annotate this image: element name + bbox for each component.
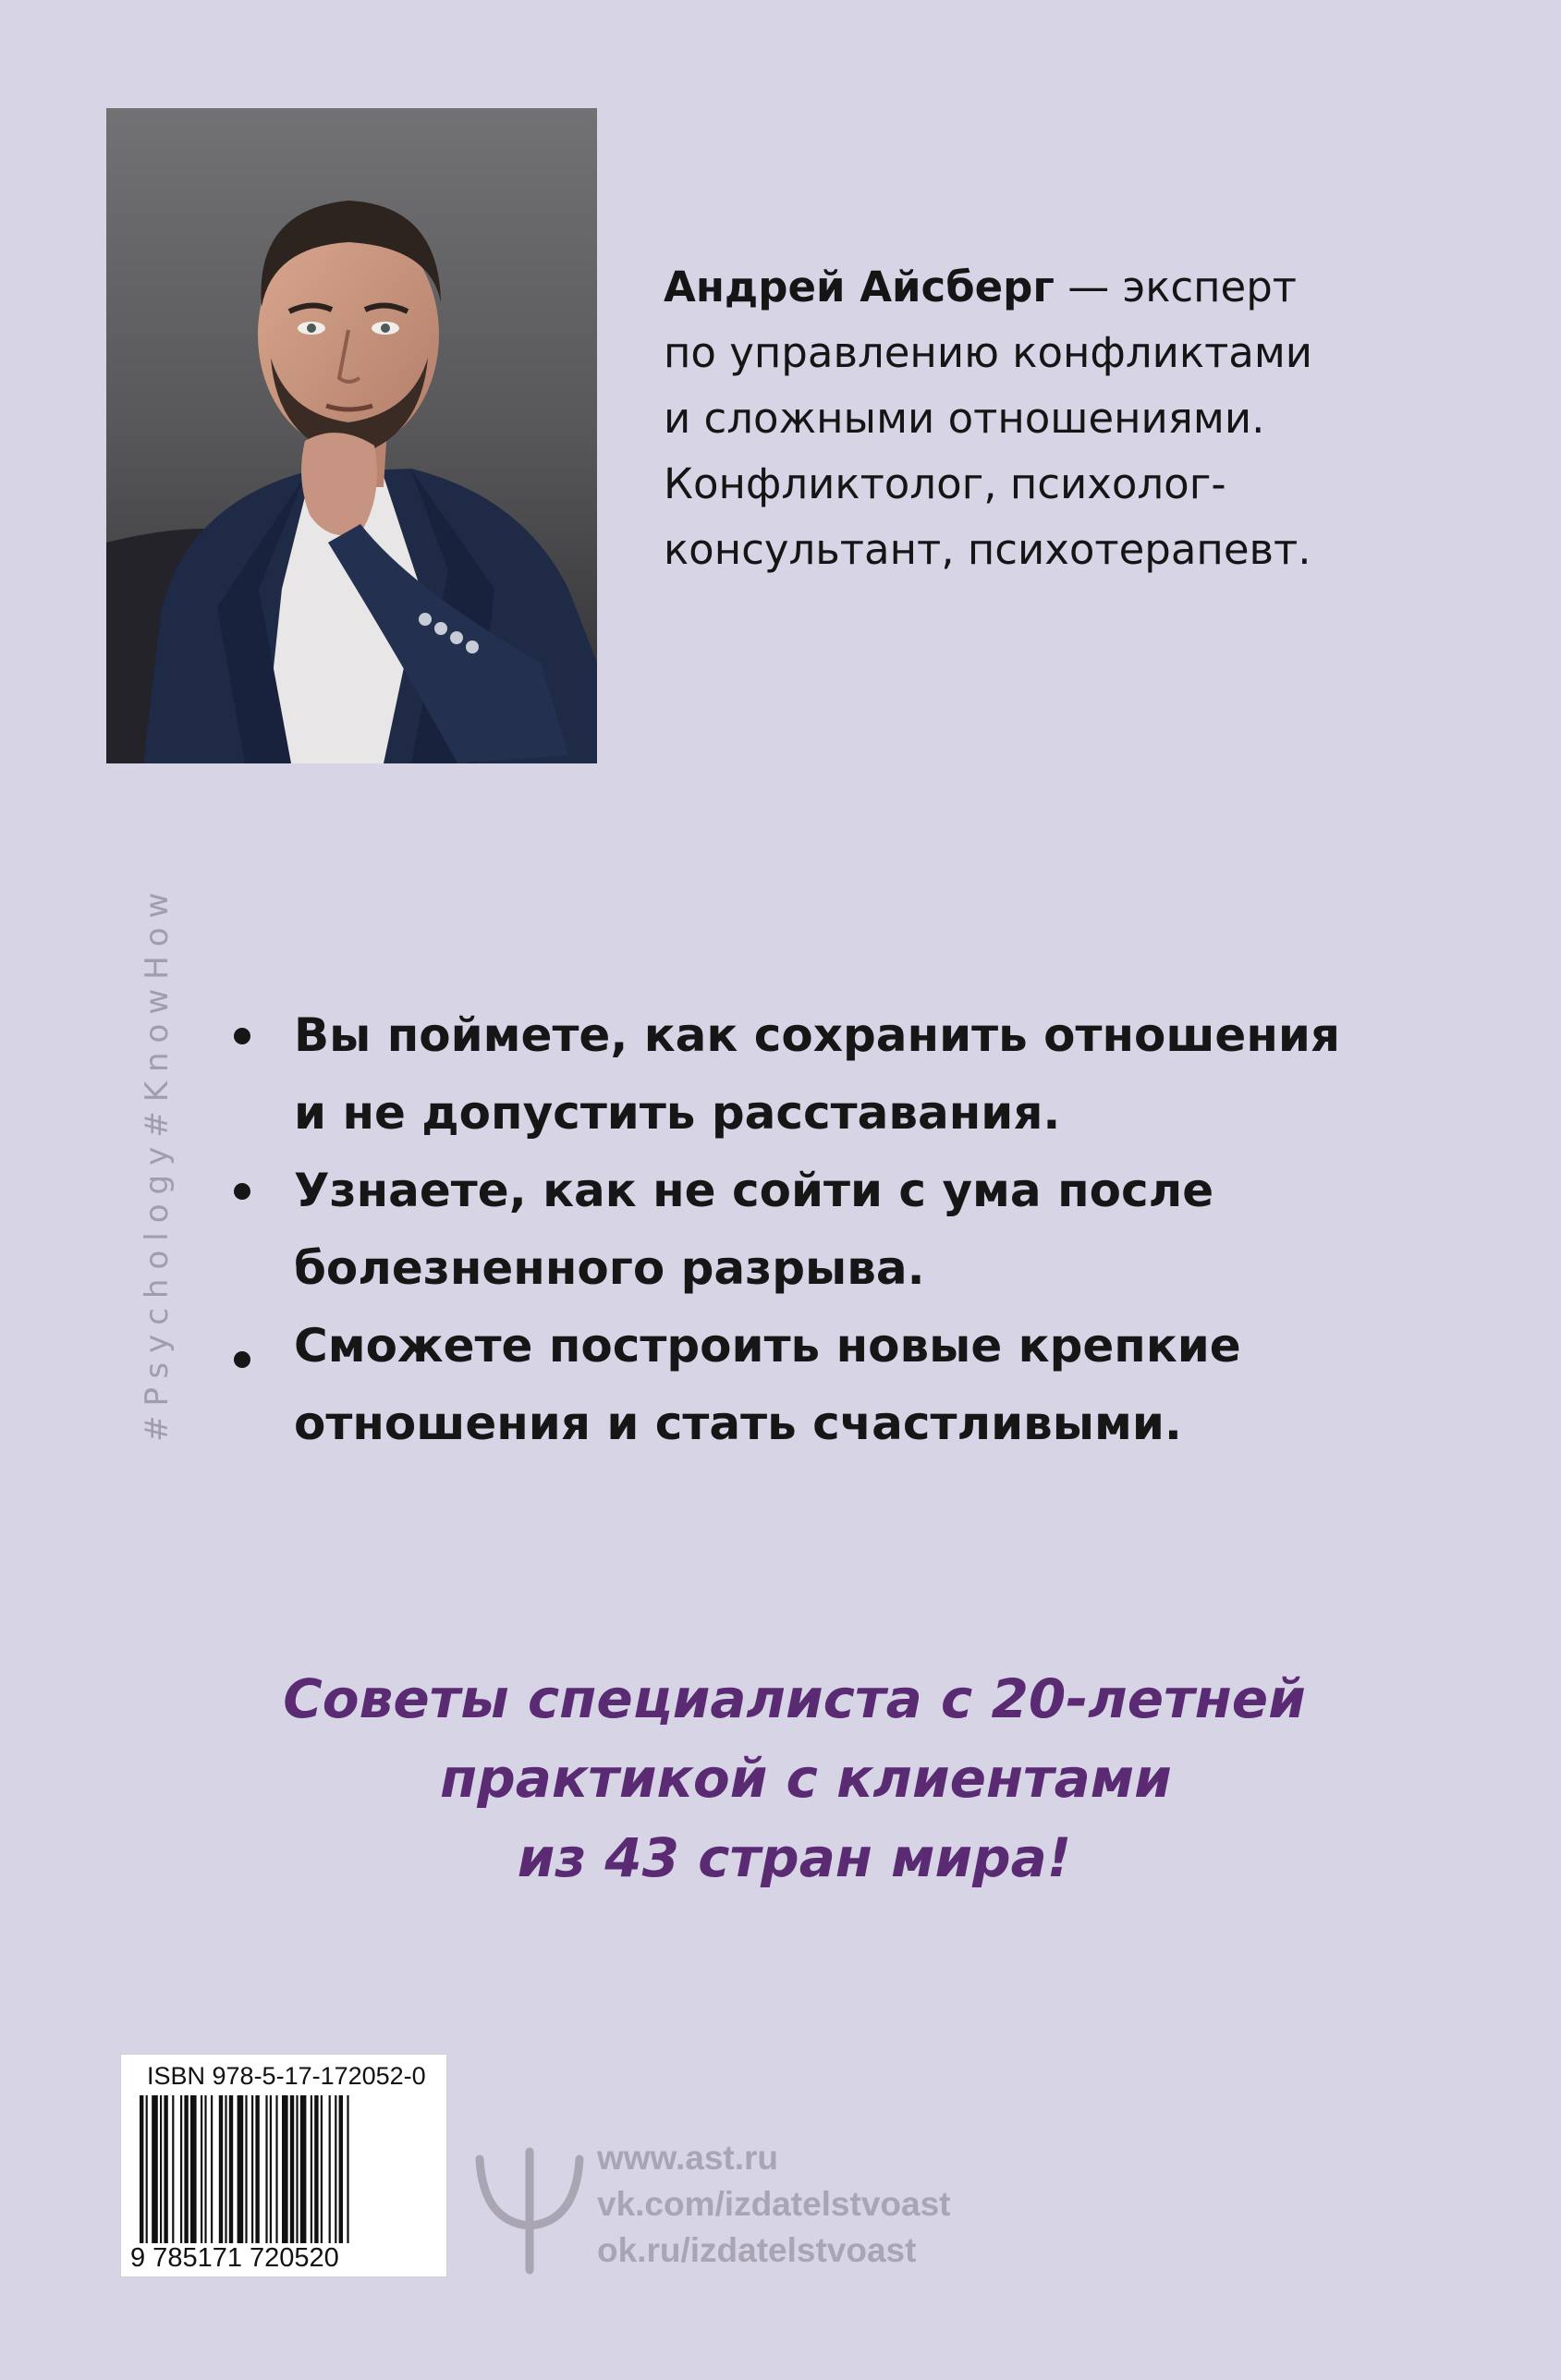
author-bio-line	[664, 254, 1403, 320]
publisher-links	[597, 2135, 950, 2274]
isbn-number: ISBN 978-5-17-172052-0	[147, 2062, 426, 2090]
bullet-icon	[234, 1183, 250, 1200]
tagline-line: Советы специалиста с 20-летней	[283, 1667, 1306, 1730]
bullet-icon	[234, 1351, 250, 1368]
author-bio-text: — эксперт	[1054, 262, 1298, 311]
author-portrait-illustration	[106, 108, 597, 763]
psi-icon	[474, 2146, 585, 2276]
list-item	[231, 1152, 1340, 1307]
ok-link[interactable]: ok.ru/izdatelstvoast	[597, 2231, 917, 2269]
barcode-icon	[136, 2095, 432, 2251]
list-item-text: и не допустить расставания.	[294, 1086, 1061, 1140]
website-link[interactable]: www.ast.ru	[597, 2139, 779, 2177]
author-bio	[664, 254, 1403, 582]
author-bio-line: по управлению конфликтами	[664, 328, 1313, 377]
list-item-text: Сможете построить новые крепкие	[294, 1319, 1241, 1373]
bullet-icon	[234, 1028, 250, 1044]
list-item-text: Вы поймете, как сохранить отношения	[294, 1008, 1341, 1062]
list-item	[231, 996, 1340, 1152]
barcode-digits: 9 785171 720520	[130, 2243, 437, 2274]
isbn-barcode	[120, 2054, 447, 2277]
author-bio-line: консультант, психотерапевт.	[664, 525, 1311, 574]
series-hashtag: #Psychology#KnowHow	[139, 883, 176, 1442]
tagline-line: практикой с клиентами	[440, 1747, 1172, 1810]
vk-link[interactable]: vk.com/izdatelstvoast	[597, 2185, 951, 2223]
list-item-text: болезненного разрыва.	[294, 1241, 925, 1295]
list-item-text: Узнаете, как не сойти с ума после	[294, 1164, 1214, 1217]
list-item	[231, 1307, 1340, 1462]
author-bio-line: и сложными отношениями.	[664, 394, 1265, 443]
author-name: Андрей Айсберг	[664, 262, 1055, 311]
list-item-text: отношения и стать счастливыми.	[294, 1397, 1182, 1450]
author-bio-line: Конфликтолог, психолог-	[664, 459, 1226, 508]
benefits-list	[231, 996, 1340, 1462]
tagline-line: из 43 стран мира!	[517, 1826, 1072, 1889]
author-photo	[106, 108, 597, 763]
promo-tagline	[0, 1659, 1561, 1898]
